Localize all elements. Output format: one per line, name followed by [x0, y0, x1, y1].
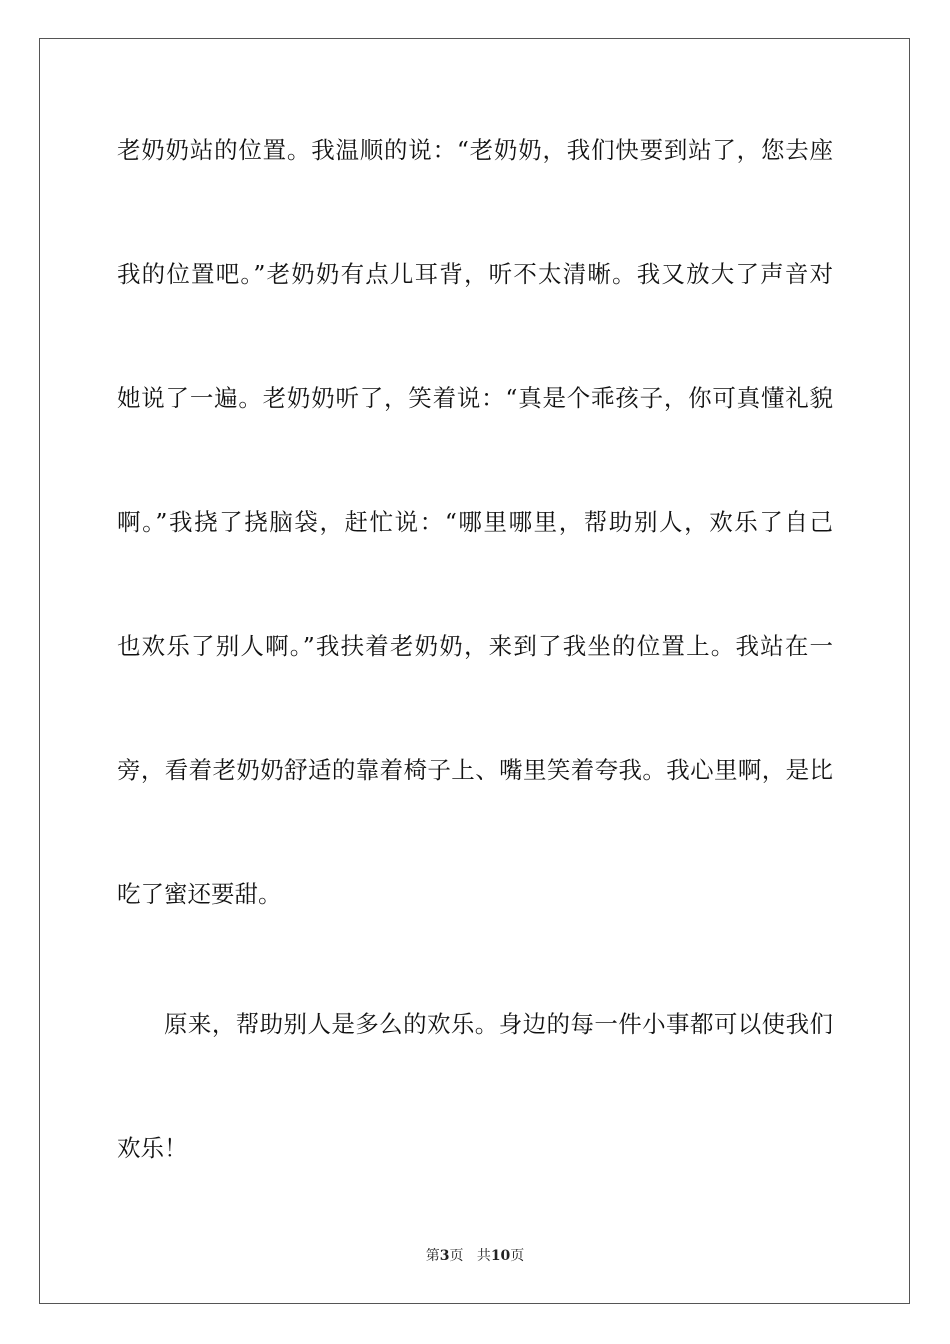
- paragraph-line: 她说了一遍。老奶奶听了，笑着说：“真是个乖孩子，你可真懂礼貌: [117, 384, 833, 412]
- paragraph-line: 我的位置吧。”老奶奶有点儿耳背，听不太清晰。我又放大了声音对: [117, 260, 833, 288]
- page-border: [39, 38, 910, 1304]
- paragraph-line: 旁，看着老奶奶舒适的靠着椅子上、嘴里笑着夸我。我心里啊，是比: [117, 756, 833, 784]
- paragraph-line: 老奶奶站的位置。我温顺的说：“老奶奶，我们快要到站了，您去座: [117, 136, 833, 164]
- footer-page-prefix: 第: [425, 1248, 440, 1264]
- page-footer: [0, 1247, 950, 1265]
- paragraph-line-end: 吃了蜜还要甜。: [117, 880, 282, 908]
- footer-total-suffix: 页: [510, 1248, 525, 1264]
- paragraph-line: 也欢乐了别人啊。”我扶着老奶奶，来到了我坐的位置上。我站在一: [117, 632, 833, 660]
- footer-total-prefix: 共: [476, 1248, 491, 1264]
- paragraph-first-line: 原来，帮助别人是多么的欢乐。身边的每一件小事都可以使我们: [164, 1010, 833, 1038]
- paragraph-line: 啊。”我挠了挠脑袋，赶忙说：“哪里哪里，帮助别人，欢乐了自己: [117, 508, 833, 536]
- paragraph-line-end: 欢乐！: [117, 1134, 188, 1162]
- footer-total-pages: 10: [490, 1248, 511, 1264]
- footer-page-suffix: 页: [449, 1248, 464, 1264]
- footer-current-page: 3: [439, 1248, 450, 1264]
